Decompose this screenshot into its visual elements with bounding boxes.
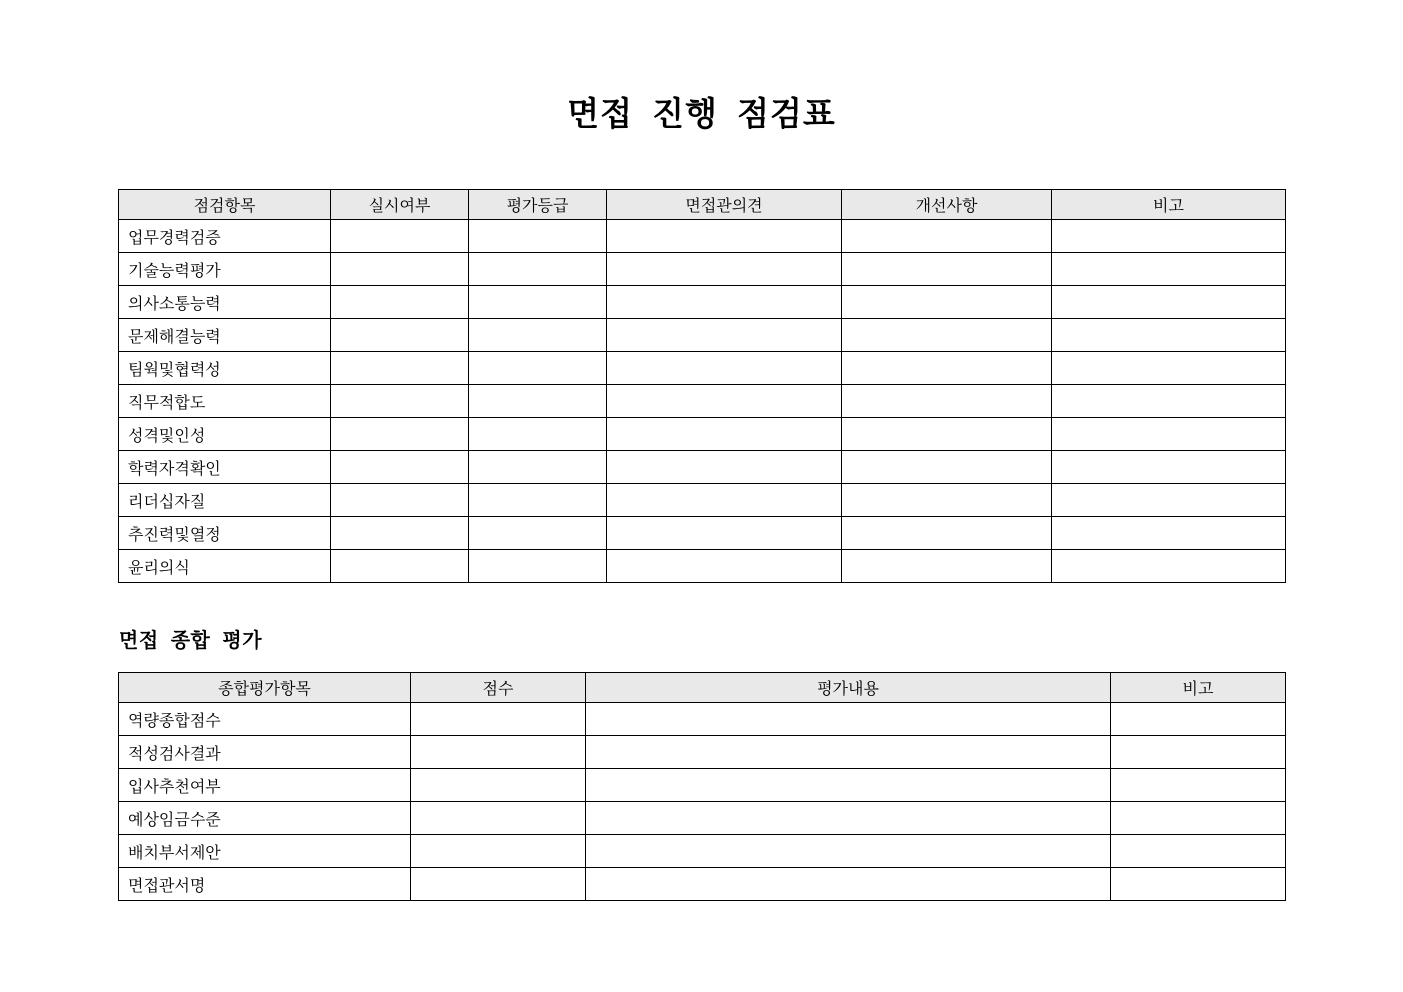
cell-implemented[interactable] bbox=[331, 517, 469, 550]
cell-grade[interactable] bbox=[469, 253, 607, 286]
table-row bbox=[119, 352, 1286, 385]
cell-evaluation-content[interactable] bbox=[586, 868, 1111, 901]
col-header-remarks: 비고 bbox=[1111, 673, 1286, 703]
cell-evaluation-content[interactable] bbox=[586, 736, 1111, 769]
cell-remarks[interactable] bbox=[1052, 319, 1286, 352]
cell-improvements[interactable] bbox=[842, 385, 1052, 418]
cell-interviewer-opinion[interactable] bbox=[607, 418, 842, 451]
cell-implemented[interactable] bbox=[331, 451, 469, 484]
table-row bbox=[119, 451, 1286, 484]
cell-remarks[interactable] bbox=[1111, 703, 1286, 736]
cell-remarks[interactable] bbox=[1052, 352, 1286, 385]
cell-implemented[interactable] bbox=[331, 484, 469, 517]
row-label: 예상임금수준 bbox=[119, 802, 411, 835]
cell-improvements[interactable] bbox=[842, 550, 1052, 583]
cell-improvements[interactable] bbox=[842, 286, 1052, 319]
row-label: 학력자격확인 bbox=[119, 451, 331, 484]
cell-grade[interactable] bbox=[469, 451, 607, 484]
cell-improvements[interactable] bbox=[842, 418, 1052, 451]
cell-interviewer-opinion[interactable] bbox=[607, 451, 842, 484]
cell-score[interactable] bbox=[411, 835, 586, 868]
table-row bbox=[119, 769, 1286, 802]
row-label: 배치부서제안 bbox=[119, 835, 411, 868]
cell-improvements[interactable] bbox=[842, 352, 1052, 385]
checklist-header-row bbox=[119, 190, 1286, 220]
cell-improvements[interactable] bbox=[842, 451, 1052, 484]
cell-remarks[interactable] bbox=[1052, 418, 1286, 451]
row-label: 추진력및열정 bbox=[119, 517, 331, 550]
cell-remarks[interactable] bbox=[1052, 451, 1286, 484]
cell-remarks[interactable] bbox=[1052, 484, 1286, 517]
cell-score[interactable] bbox=[411, 703, 586, 736]
cell-interviewer-opinion[interactable] bbox=[607, 220, 842, 253]
table-row bbox=[119, 385, 1286, 418]
cell-implemented[interactable] bbox=[331, 253, 469, 286]
cell-improvements[interactable] bbox=[842, 319, 1052, 352]
cell-remarks[interactable] bbox=[1052, 286, 1286, 319]
table-row bbox=[119, 868, 1286, 901]
row-label: 팀웍및협력성 bbox=[119, 352, 331, 385]
cell-remarks[interactable] bbox=[1111, 736, 1286, 769]
table-row bbox=[119, 835, 1286, 868]
row-label: 적성검사결과 bbox=[119, 736, 411, 769]
cell-remarks[interactable] bbox=[1052, 550, 1286, 583]
cell-evaluation-content[interactable] bbox=[586, 703, 1111, 736]
cell-interviewer-opinion[interactable] bbox=[607, 484, 842, 517]
summary-header-row bbox=[119, 673, 1286, 703]
cell-interviewer-opinion[interactable] bbox=[607, 550, 842, 583]
cell-evaluation-content[interactable] bbox=[586, 802, 1111, 835]
col-header-score: 점수 bbox=[411, 673, 586, 703]
row-label: 기술능력평가 bbox=[119, 253, 331, 286]
cell-interviewer-opinion[interactable] bbox=[607, 253, 842, 286]
cell-remarks[interactable] bbox=[1111, 769, 1286, 802]
cell-improvements[interactable] bbox=[842, 220, 1052, 253]
cell-remarks[interactable] bbox=[1052, 220, 1286, 253]
cell-implemented[interactable] bbox=[331, 220, 469, 253]
cell-remarks[interactable] bbox=[1111, 868, 1286, 901]
cell-remarks[interactable] bbox=[1052, 385, 1286, 418]
row-label: 면접관서명 bbox=[119, 868, 411, 901]
summary-evaluation-table bbox=[118, 672, 1286, 901]
table-row bbox=[119, 550, 1286, 583]
cell-implemented[interactable] bbox=[331, 418, 469, 451]
col-header-evaluation-content: 평가내용 bbox=[586, 673, 1111, 703]
row-label: 역량종합점수 bbox=[119, 703, 411, 736]
cell-interviewer-opinion[interactable] bbox=[607, 517, 842, 550]
col-header-summary-item: 종합평가항목 bbox=[119, 673, 411, 703]
table-row bbox=[119, 517, 1286, 550]
interview-checklist-table bbox=[118, 189, 1286, 583]
cell-grade[interactable] bbox=[469, 484, 607, 517]
cell-implemented[interactable] bbox=[331, 385, 469, 418]
row-label: 직무적합도 bbox=[119, 385, 331, 418]
cell-implemented[interactable] bbox=[331, 286, 469, 319]
col-header-improvements: 개선사항 bbox=[842, 190, 1052, 220]
table-row bbox=[119, 418, 1286, 451]
col-header-grade: 평가등급 bbox=[469, 190, 607, 220]
cell-remarks[interactable] bbox=[1052, 253, 1286, 286]
row-label: 리더십자질 bbox=[119, 484, 331, 517]
cell-score[interactable] bbox=[411, 769, 586, 802]
cell-remarks[interactable] bbox=[1111, 835, 1286, 868]
cell-implemented[interactable] bbox=[331, 352, 469, 385]
cell-grade[interactable] bbox=[469, 220, 607, 253]
cell-grade[interactable] bbox=[469, 550, 607, 583]
cell-improvements[interactable] bbox=[842, 253, 1052, 286]
cell-interviewer-opinion[interactable] bbox=[607, 385, 842, 418]
cell-remarks[interactable] bbox=[1111, 802, 1286, 835]
cell-grade[interactable] bbox=[469, 319, 607, 352]
row-label: 윤리의식 bbox=[119, 550, 331, 583]
table-row bbox=[119, 484, 1286, 517]
cell-evaluation-content[interactable] bbox=[586, 769, 1111, 802]
cell-improvements[interactable] bbox=[842, 484, 1052, 517]
cell-interviewer-opinion[interactable] bbox=[607, 352, 842, 385]
col-header-check-item: 점검항목 bbox=[119, 190, 331, 220]
summary-section-heading: 면접 종합 평가 bbox=[119, 630, 263, 652]
document-title: 면접 진행 점검표 bbox=[567, 95, 836, 132]
row-label: 업무경력검증 bbox=[119, 220, 331, 253]
row-label: 문제해결능력 bbox=[119, 319, 331, 352]
row-label: 입사추천여부 bbox=[119, 769, 411, 802]
cell-score[interactable] bbox=[411, 736, 586, 769]
cell-score[interactable] bbox=[411, 802, 586, 835]
cell-grade[interactable] bbox=[469, 286, 607, 319]
cell-improvements[interactable] bbox=[842, 517, 1052, 550]
table-row bbox=[119, 253, 1286, 286]
table-row bbox=[119, 319, 1286, 352]
cell-score[interactable] bbox=[411, 868, 586, 901]
table-row bbox=[119, 703, 1286, 736]
table-row bbox=[119, 802, 1286, 835]
cell-implemented[interactable] bbox=[331, 319, 469, 352]
cell-implemented[interactable] bbox=[331, 550, 469, 583]
cell-remarks[interactable] bbox=[1052, 517, 1286, 550]
cell-evaluation-content[interactable] bbox=[586, 835, 1111, 868]
row-label: 의사소통능력 bbox=[119, 286, 331, 319]
cell-grade[interactable] bbox=[469, 352, 607, 385]
cell-grade[interactable] bbox=[469, 385, 607, 418]
cell-grade[interactable] bbox=[469, 517, 607, 550]
table-row bbox=[119, 736, 1286, 769]
col-header-implemented: 실시여부 bbox=[331, 190, 469, 220]
table-row bbox=[119, 220, 1286, 253]
row-label: 성격및인성 bbox=[119, 418, 331, 451]
col-header-remarks: 비고 bbox=[1052, 190, 1286, 220]
col-header-interviewer-opinion: 면접관의견 bbox=[607, 190, 842, 220]
cell-grade[interactable] bbox=[469, 418, 607, 451]
table-row bbox=[119, 286, 1286, 319]
cell-interviewer-opinion[interactable] bbox=[607, 286, 842, 319]
cell-interviewer-opinion[interactable] bbox=[607, 319, 842, 352]
